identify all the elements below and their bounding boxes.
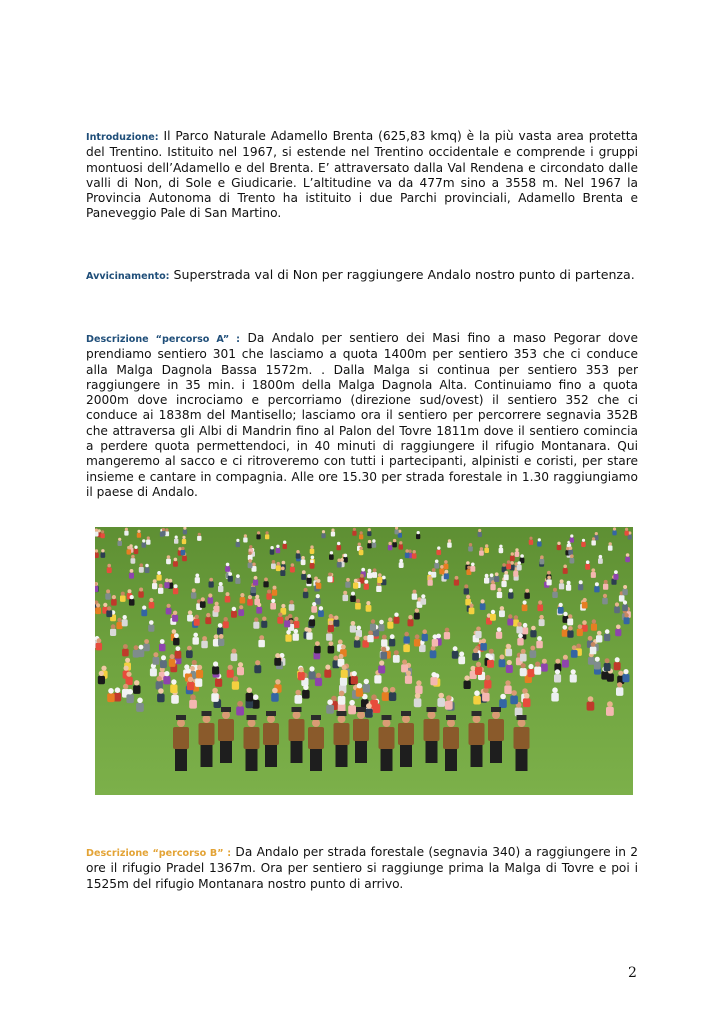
spectator	[377, 573, 382, 583]
spectator	[114, 687, 122, 701]
avvicinamento-text: Superstrada val di Non per raggiungere Andalo nostro punto di partenza.	[169, 267, 635, 282]
spectator	[231, 649, 238, 662]
spectator	[208, 593, 214, 603]
spectator	[126, 689, 133, 703]
spectator	[359, 531, 363, 539]
spectator	[276, 545, 281, 554]
spectator	[393, 650, 400, 663]
spectator	[247, 595, 253, 606]
spectator	[469, 604, 475, 615]
spectator	[559, 579, 564, 589]
spectator	[139, 563, 144, 572]
spectator	[622, 585, 627, 595]
percorso-b-text: Da Andalo per strada forestale (segnavia 340) a raggiungere in 2 ore il rifugio Pradel 1367m. Ora per sentiero si raggiunge prima la Malga di Tovre e poi i 1525m del rifugio Montanara nostro punto di arrivo.	[86, 845, 639, 891]
spectator	[613, 570, 618, 580]
spectator	[280, 567, 285, 577]
spectator	[201, 636, 208, 648]
spectator	[182, 536, 186, 544]
spectator	[602, 594, 608, 605]
spectator	[367, 569, 372, 579]
spectator	[480, 639, 487, 651]
spectator	[338, 654, 345, 667]
spectator	[557, 542, 562, 551]
spectator	[271, 688, 279, 702]
spectator	[507, 614, 513, 625]
spectator	[430, 672, 437, 685]
spectator	[157, 571, 162, 581]
spectator	[372, 568, 377, 578]
spectator	[444, 570, 449, 580]
spectator	[558, 603, 564, 614]
spectator	[394, 613, 400, 624]
spectator	[566, 581, 571, 591]
spectator	[159, 639, 166, 651]
spectator	[231, 607, 237, 618]
spectator	[465, 595, 471, 606]
spectator	[421, 594, 427, 605]
spectator	[235, 574, 240, 584]
intro-text: Il Parco Naturale Adamello Brenta (625,83 kmq) è la più vasta area protetta del Trentino. Istituito nel 1967, si estende nel Trentino occidentale e comprende i gruppi montuosi dell’Adamello e del Brenta. E’ attraversato dalla Val Rendena e circondato dalle valli di Non, di Sole e Giudicarie. L’altitudine va da 477m sino a 3558 m. Nel 1967 la Provincia Autonoma di Trento ha istituito i due Parchi provinciali, Adamello Brenta e Paneveggio Pale di San Martino.	[86, 129, 638, 221]
spectator	[129, 569, 134, 579]
spectator	[468, 543, 473, 552]
spectator	[351, 671, 358, 684]
spectator	[499, 655, 506, 668]
page-number: 2	[628, 965, 637, 981]
spectator	[475, 662, 482, 675]
spectator	[376, 582, 381, 592]
spectator	[163, 671, 170, 684]
spectator	[142, 539, 147, 548]
spectator	[254, 595, 260, 606]
spectator	[464, 584, 469, 594]
percorso-b-paragraph	[86, 845, 638, 892]
spectator	[447, 539, 452, 548]
spectator	[156, 676, 163, 690]
spectator	[606, 701, 614, 716]
spectator	[414, 634, 420, 646]
spectator	[522, 623, 528, 635]
spectator	[536, 636, 543, 648]
spectator	[166, 604, 172, 615]
spectator	[157, 688, 165, 702]
spectator	[594, 582, 599, 592]
spectator	[378, 660, 385, 673]
spectator	[272, 586, 277, 596]
spectator	[173, 584, 178, 594]
spectator	[301, 570, 306, 580]
spectator	[290, 563, 295, 572]
spectator	[517, 633, 523, 645]
spectator	[570, 534, 574, 542]
intro-label: Introduzione:	[86, 132, 159, 143]
spectator	[484, 574, 489, 584]
spectator	[174, 536, 178, 544]
spectator	[356, 683, 363, 697]
spectator	[158, 584, 163, 594]
spectator	[236, 701, 244, 716]
spectator	[364, 580, 369, 590]
spectator	[122, 615, 128, 626]
spectator	[314, 641, 321, 653]
percorso-a-paragraph	[86, 331, 638, 500]
spectator	[95, 603, 101, 614]
spectator	[217, 623, 223, 635]
spectator	[122, 644, 129, 656]
spectator	[494, 572, 499, 582]
spectator	[378, 620, 384, 632]
percorso-b-label: Descrizione “percorso B” :	[86, 848, 232, 859]
spectator	[315, 673, 322, 686]
spectator	[145, 564, 150, 573]
intro-paragraph	[86, 129, 638, 222]
spectator	[395, 527, 399, 534]
spectator	[540, 555, 545, 564]
spectator	[482, 687, 490, 701]
spectator	[138, 645, 145, 657]
spectator	[365, 703, 373, 718]
spectator	[307, 574, 312, 584]
spectator	[499, 545, 504, 554]
spectator	[539, 615, 545, 626]
spectator	[237, 662, 244, 675]
crowd-photo	[95, 527, 633, 795]
spectator	[570, 554, 575, 563]
spectator	[106, 606, 112, 617]
spectator	[143, 639, 150, 651]
avvicinamento-label: Avvicinamento:	[86, 271, 170, 282]
spectator	[327, 573, 332, 583]
spectator	[129, 595, 135, 606]
spectator	[187, 610, 193, 621]
spectator	[212, 661, 219, 674]
spectator	[127, 546, 132, 555]
spectator	[591, 568, 596, 578]
spectator	[110, 624, 116, 636]
spectator	[148, 620, 154, 632]
spectator	[277, 613, 283, 624]
spectator	[172, 611, 178, 622]
spectator	[598, 555, 603, 564]
spectator	[310, 545, 315, 554]
spectator	[367, 540, 372, 549]
spectator	[338, 691, 346, 705]
spectator	[367, 630, 373, 642]
percorso-a-label: Descrizione “percorso A” :	[86, 334, 240, 345]
spectator	[615, 625, 621, 637]
spectator	[520, 649, 527, 662]
spectator	[131, 555, 136, 564]
spectator	[608, 542, 613, 551]
spectator	[458, 652, 465, 665]
spectator	[504, 571, 509, 581]
crowd-photo-illustration	[95, 527, 633, 795]
spectator	[380, 647, 387, 660]
spectator	[603, 580, 608, 590]
spectator	[625, 553, 630, 562]
spectator	[152, 579, 157, 589]
spectator	[96, 638, 103, 650]
spectator	[238, 605, 244, 616]
spectator	[506, 660, 513, 673]
spectator	[214, 602, 220, 613]
spectator	[225, 563, 230, 572]
spectator	[343, 554, 348, 563]
spectator	[614, 602, 620, 613]
spectator	[372, 539, 377, 548]
spectator	[590, 642, 597, 654]
spectator	[528, 664, 535, 677]
spectator	[388, 542, 393, 551]
percorso-a-text: Da Andalo per sentiero dei Masi fino a maso Pegorar dove prendiamo sentiero 301 che lasciamo a quota 1400m per sentiero 353 che ci conduce alla Malga Dagnola Bassa 1572m. . Dalla Malga si continua per sentiero 353 per raggiungere in 35 min. i 1800m della Malga Dagnola Alta. Continuiamo fino a quota 2000m dove incrociamo e percorriamo (direzione sud/ovest) il sentiero 352 che ci conduce ai 1838m del Mantisello; lasciamo ora il sentiero per percorrere segnavia 352B che attraversa gli Albi di Mandrin fino al Palon del Tovre 1811m dove il sentiero comincia a perdere quota permettendoci, in 40 minuti di raggiungere il rifugio Montanara. Qui mangeremo al sacco e ci ritroveremo con tutti i partecipanti, alpinisti e coristi, per stare insieme e cantare in compagnia. Alle ore 15.30 per strada forestale in 1.30 raggiungiamo il paese di Andalo.	[86, 331, 638, 499]
spectator	[520, 663, 527, 676]
spectator	[408, 615, 414, 626]
spectator	[363, 679, 370, 693]
spectator	[517, 561, 522, 570]
spectator	[563, 565, 568, 574]
spectator	[464, 675, 471, 689]
spectator	[399, 541, 404, 550]
spectator	[392, 539, 397, 548]
spectator	[318, 606, 324, 617]
avvicinamento-paragraph	[86, 267, 638, 284]
spectator	[472, 648, 479, 661]
spectator	[470, 563, 475, 572]
spectator	[523, 693, 531, 707]
spectator	[506, 644, 513, 656]
spectator	[276, 562, 281, 571]
spectator	[382, 687, 390, 701]
spectator	[381, 635, 387, 647]
spectator	[301, 556, 306, 565]
spectator	[107, 688, 115, 702]
spectator	[246, 687, 254, 701]
spectator	[415, 680, 422, 694]
spectator	[414, 693, 422, 707]
spectator	[146, 536, 150, 544]
spectator	[499, 606, 505, 617]
spectator	[150, 663, 157, 676]
spectator	[516, 622, 522, 634]
spectator	[551, 687, 559, 701]
spectator	[624, 613, 630, 624]
spectator	[197, 533, 201, 541]
spectator	[111, 595, 117, 606]
spectator	[205, 613, 211, 624]
spectator	[153, 652, 160, 665]
spectator	[107, 564, 112, 573]
spectator	[258, 635, 265, 647]
spectator	[169, 654, 176, 667]
spectator	[274, 653, 281, 666]
spectator	[389, 687, 397, 701]
spectator	[218, 634, 224, 646]
spectator	[193, 633, 199, 645]
spectator	[187, 677, 194, 691]
spectator	[195, 574, 200, 584]
spectator	[432, 634, 438, 646]
spectator	[616, 682, 623, 696]
spectator	[166, 555, 171, 564]
spectator	[134, 546, 139, 555]
spectator	[170, 679, 177, 693]
spectator	[484, 544, 489, 553]
spectator	[218, 582, 223, 592]
spectator	[183, 527, 187, 535]
spectator	[437, 693, 445, 707]
spectator	[578, 580, 583, 590]
spectator	[283, 541, 288, 550]
spectator	[232, 676, 239, 690]
spectator	[490, 610, 496, 621]
spectator	[567, 614, 573, 625]
spectator	[547, 576, 552, 586]
spectator	[414, 608, 420, 619]
spectator	[243, 534, 247, 542]
spectator	[311, 602, 317, 613]
spectator	[211, 688, 219, 702]
spectator	[484, 675, 491, 689]
spectator	[431, 568, 436, 578]
spectator	[240, 593, 246, 604]
spectator	[504, 680, 511, 694]
spectator	[328, 641, 335, 653]
spectator	[405, 671, 412, 684]
spectator	[350, 621, 356, 633]
